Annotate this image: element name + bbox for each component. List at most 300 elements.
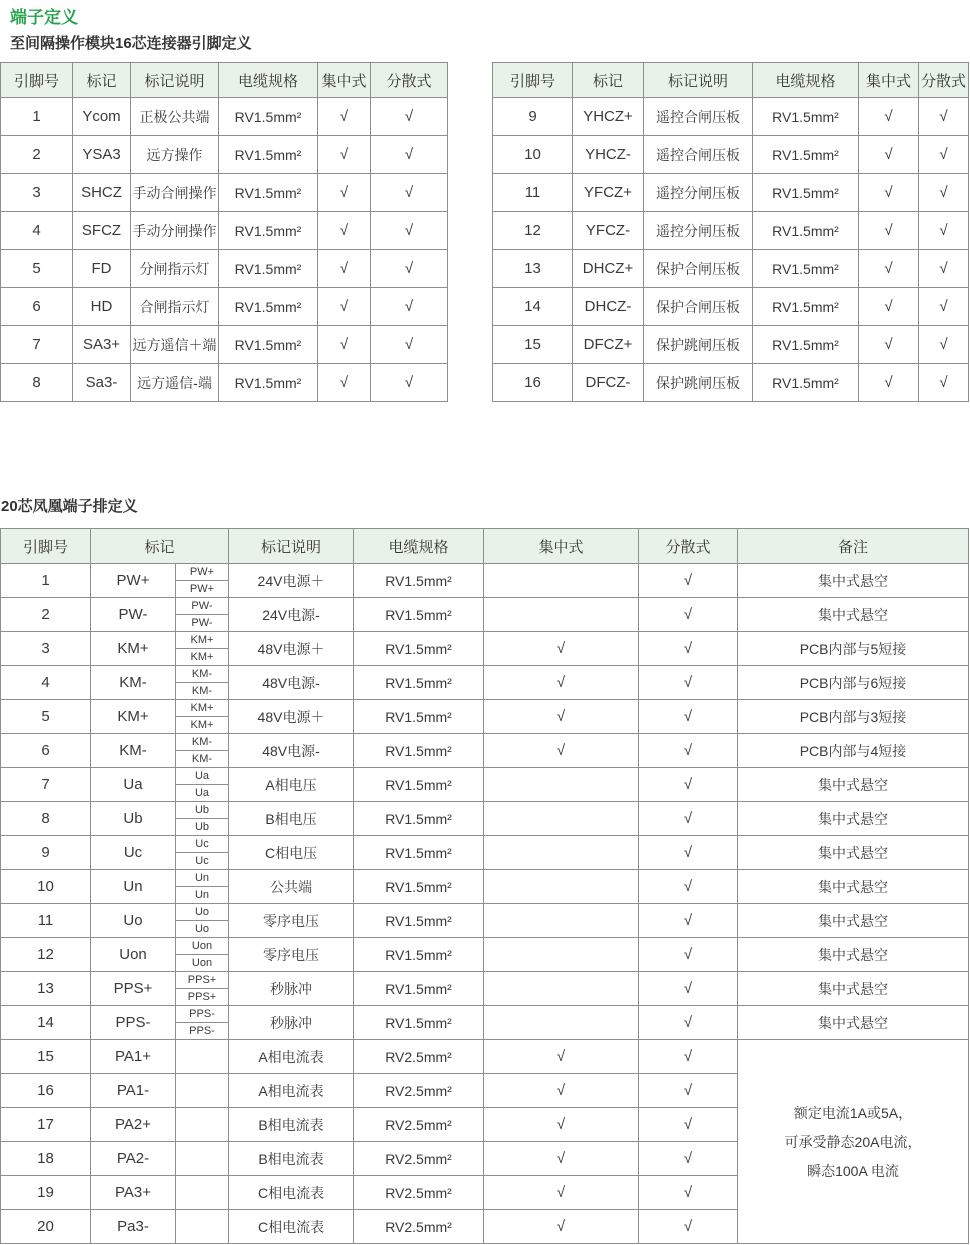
sub-mark-bottom: Un bbox=[194, 889, 210, 901]
sub-mark-cell bbox=[176, 564, 229, 598]
col-header-mark: 标记 bbox=[573, 63, 644, 98]
sub-mark-top: KM- bbox=[176, 734, 228, 751]
centralized-check: √ bbox=[484, 700, 639, 734]
table-row bbox=[493, 250, 969, 288]
pin-cell: 10 bbox=[493, 136, 573, 174]
spec-cell: RV1.5mm² bbox=[219, 326, 318, 364]
table-row bbox=[1, 564, 969, 598]
note-cell: PCB内部与6短接 bbox=[738, 666, 969, 700]
distributed-check: √ bbox=[639, 700, 738, 734]
table-row bbox=[1, 666, 969, 700]
sub-mark-top: KM+ bbox=[176, 700, 228, 717]
mark-cell: FD bbox=[73, 250, 131, 288]
pin-cell: 14 bbox=[493, 288, 573, 326]
sub-mark-cell bbox=[176, 1074, 229, 1108]
sub-mark-top: Uo bbox=[176, 904, 228, 921]
pin-cell: 13 bbox=[493, 250, 573, 288]
table-row bbox=[1, 734, 969, 768]
centralized-check: √ bbox=[859, 136, 919, 174]
table-row bbox=[1, 632, 969, 666]
distributed-check: √ bbox=[639, 836, 738, 870]
header-row bbox=[493, 63, 969, 98]
table-row bbox=[1, 836, 969, 870]
centralized-check: √ bbox=[484, 734, 639, 768]
spec-cell: RV1.5mm² bbox=[219, 136, 318, 174]
sub-mark-cell bbox=[176, 734, 229, 768]
desc-cell: 保护合闸压板 bbox=[644, 288, 753, 326]
pin-cell: 16 bbox=[493, 364, 573, 402]
pin-cell: 10 bbox=[1, 870, 91, 904]
note-cell: 集中式悬空 bbox=[738, 870, 969, 904]
centralized-check: √ bbox=[318, 288, 371, 326]
table-row bbox=[1, 768, 969, 802]
col-header-spec: 电缆规格 bbox=[753, 63, 859, 98]
pin-cell: 5 bbox=[1, 700, 91, 734]
desc-cell: 秒脉冲 bbox=[229, 972, 354, 1006]
col-header-desc: 标记说明 bbox=[229, 529, 354, 564]
pin-cell: 13 bbox=[1, 972, 91, 1006]
mark-cell: Ua bbox=[91, 768, 176, 802]
sub-mark-bottom: Ua bbox=[194, 787, 210, 799]
centralized-check bbox=[484, 564, 639, 598]
sub-mark-bottom: KM+ bbox=[190, 651, 214, 663]
centralized-check bbox=[484, 1006, 639, 1040]
pin-cell: 4 bbox=[1, 666, 91, 700]
spec-cell: RV1.5mm² bbox=[753, 326, 859, 364]
desc-cell: 保护跳闸压板 bbox=[644, 364, 753, 402]
centralized-check: √ bbox=[318, 250, 371, 288]
spec-cell: RV1.5mm² bbox=[354, 1006, 484, 1040]
spec-cell: RV1.5mm² bbox=[354, 938, 484, 972]
centralized-check bbox=[484, 836, 639, 870]
table-row bbox=[493, 174, 969, 212]
centralized-check bbox=[484, 768, 639, 802]
pin-cell: 1 bbox=[1, 564, 91, 598]
mark-cell: DFCZ+ bbox=[573, 326, 644, 364]
col-header-mark: 标记 bbox=[73, 63, 131, 98]
section1-title: 至间隔操作模块16芯连接器引脚定义 bbox=[10, 35, 252, 52]
sub-mark-top: KM- bbox=[176, 666, 228, 683]
mark-cell: SA3+ bbox=[73, 326, 131, 364]
centralized-check: √ bbox=[318, 174, 371, 212]
table-row bbox=[1, 904, 969, 938]
col-header-pin: 引脚号 bbox=[493, 63, 573, 98]
sub-mark-top: PW+ bbox=[176, 564, 228, 581]
pin-cell: 12 bbox=[1, 938, 91, 972]
pin-cell: 8 bbox=[1, 364, 73, 402]
sub-mark-cell bbox=[176, 1142, 229, 1176]
distributed-check: √ bbox=[371, 326, 448, 364]
spec-cell: RV1.5mm² bbox=[219, 98, 318, 136]
sub-mark-cell bbox=[176, 666, 229, 700]
pin-cell: 6 bbox=[1, 288, 73, 326]
pin-table-16-left bbox=[0, 62, 448, 402]
sub-mark-bottom: KM- bbox=[191, 685, 213, 697]
spec-cell: RV1.5mm² bbox=[753, 174, 859, 212]
mark-cell: YSA3 bbox=[73, 136, 131, 174]
table-row bbox=[1, 98, 448, 136]
col-header-distributed: 分散式 bbox=[919, 63, 969, 98]
sub-mark-cell bbox=[176, 700, 229, 734]
mark-cell: PA2+ bbox=[91, 1108, 176, 1142]
pin-cell: 7 bbox=[1, 326, 73, 364]
pin-cell: 11 bbox=[493, 174, 573, 212]
spec-cell: RV1.5mm² bbox=[354, 972, 484, 1006]
col-header-distributed: 分散式 bbox=[639, 529, 738, 564]
mark-cell: Ycom bbox=[73, 98, 131, 136]
desc-cell: 远方操作 bbox=[131, 136, 219, 174]
centralized-check: √ bbox=[859, 212, 919, 250]
pin-cell: 14 bbox=[1, 1006, 91, 1040]
desc-cell: 遥控合闸压板 bbox=[644, 98, 753, 136]
pin-cell: 20 bbox=[1, 1210, 91, 1244]
mark-cell: HD bbox=[73, 288, 131, 326]
desc-cell: 保护跳闸压板 bbox=[644, 326, 753, 364]
distributed-check: √ bbox=[919, 288, 969, 326]
distributed-check: √ bbox=[639, 972, 738, 1006]
pin-cell: 17 bbox=[1, 1108, 91, 1142]
centralized-check bbox=[484, 972, 639, 1006]
distributed-check: √ bbox=[371, 288, 448, 326]
mark-cell: Uo bbox=[91, 904, 176, 938]
distributed-check: √ bbox=[371, 174, 448, 212]
spec-cell: RV1.5mm² bbox=[753, 250, 859, 288]
distributed-check: √ bbox=[919, 212, 969, 250]
spec-cell: RV1.5mm² bbox=[354, 598, 484, 632]
note-line: 额定电流1A或5A， bbox=[793, 1104, 913, 1121]
desc-cell: 分闸指示灯 bbox=[131, 250, 219, 288]
centralized-check: √ bbox=[859, 250, 919, 288]
mark-cell: Uon bbox=[91, 938, 176, 972]
centralized-check bbox=[484, 938, 639, 972]
sub-mark-cell bbox=[176, 1006, 229, 1040]
sub-mark-cell bbox=[176, 904, 229, 938]
col-header-spec: 电缆规格 bbox=[219, 63, 318, 98]
note-cell: 集中式悬空 bbox=[738, 938, 969, 972]
sub-mark-top: PPS- bbox=[176, 1006, 228, 1023]
table-row bbox=[1, 288, 448, 326]
mark-cell: KM- bbox=[91, 666, 176, 700]
mark-cell: YHCZ- bbox=[573, 136, 644, 174]
distributed-check: √ bbox=[919, 364, 969, 402]
distributed-check: √ bbox=[919, 98, 969, 136]
header-row bbox=[1, 529, 969, 564]
pin-cell: 3 bbox=[1, 174, 73, 212]
pin-cell: 8 bbox=[1, 802, 91, 836]
distributed-check: √ bbox=[919, 174, 969, 212]
mark-cell: SFCZ bbox=[73, 212, 131, 250]
note-cell: 集中式悬空 bbox=[738, 598, 969, 632]
spec-cell: RV1.5mm² bbox=[219, 250, 318, 288]
header-row bbox=[1, 63, 448, 98]
sub-mark-bottom: Ub bbox=[194, 821, 210, 833]
desc-cell: 24V电源- bbox=[229, 598, 354, 632]
mark-cell: DFCZ- bbox=[573, 364, 644, 402]
sub-mark-cell bbox=[176, 1210, 229, 1244]
desc-cell: C相电流表 bbox=[229, 1176, 354, 1210]
desc-cell: B相电流表 bbox=[229, 1108, 354, 1142]
centralized-check: √ bbox=[484, 666, 639, 700]
desc-cell: 48V电源＋ bbox=[229, 700, 354, 734]
sub-mark-cell bbox=[176, 768, 229, 802]
table-row bbox=[1, 250, 448, 288]
sub-mark-bottom: PPS+ bbox=[187, 991, 217, 1003]
sub-mark-cell bbox=[176, 972, 229, 1006]
centralized-check: √ bbox=[318, 98, 371, 136]
centralized-check: √ bbox=[318, 136, 371, 174]
table-row bbox=[1, 870, 969, 904]
mark-cell: SHCZ bbox=[73, 174, 131, 212]
desc-cell: A相电压 bbox=[229, 768, 354, 802]
col-header-centralized: 集中式 bbox=[859, 63, 919, 98]
spec-cell: RV1.5mm² bbox=[219, 288, 318, 326]
distributed-check: √ bbox=[639, 734, 738, 768]
pin-cell: 4 bbox=[1, 212, 73, 250]
spec-cell: RV1.5mm² bbox=[354, 870, 484, 904]
pin-cell: 18 bbox=[1, 1142, 91, 1176]
desc-cell: 手动分闸操作 bbox=[131, 212, 219, 250]
table-row bbox=[1, 136, 448, 174]
col-header-desc: 标记说明 bbox=[644, 63, 753, 98]
sub-mark-cell bbox=[176, 938, 229, 972]
desc-cell: 24V电源＋ bbox=[229, 564, 354, 598]
pin-cell: 11 bbox=[1, 904, 91, 938]
distributed-check: √ bbox=[639, 632, 738, 666]
spec-cell: RV1.5mm² bbox=[219, 364, 318, 402]
desc-cell: A相电流表 bbox=[229, 1040, 354, 1074]
table-row bbox=[493, 212, 969, 250]
table-row bbox=[493, 136, 969, 174]
table-row bbox=[493, 364, 969, 402]
distributed-check: √ bbox=[639, 1074, 738, 1108]
table-row bbox=[493, 98, 969, 136]
mark-cell: DHCZ- bbox=[573, 288, 644, 326]
mark-cell: KM- bbox=[91, 734, 176, 768]
table-row bbox=[1, 802, 969, 836]
sub-mark-top: PW- bbox=[176, 598, 228, 615]
centralized-check: √ bbox=[484, 1108, 639, 1142]
centralized-check: √ bbox=[859, 288, 919, 326]
table-row bbox=[1, 938, 969, 972]
distributed-check: √ bbox=[639, 1006, 738, 1040]
merged-note-cell bbox=[738, 1040, 969, 1244]
distributed-check: √ bbox=[639, 1176, 738, 1210]
sub-mark-top: PPS+ bbox=[176, 972, 228, 989]
distributed-check: √ bbox=[639, 768, 738, 802]
spec-cell: RV1.5mm² bbox=[354, 836, 484, 870]
centralized-check: √ bbox=[484, 1176, 639, 1210]
desc-cell: 遥控合闸压板 bbox=[644, 136, 753, 174]
spec-cell: RV1.5mm² bbox=[354, 564, 484, 598]
spec-cell: RV1.5mm² bbox=[354, 700, 484, 734]
desc-cell: 公共端 bbox=[229, 870, 354, 904]
desc-cell: 遥控分闸压板 bbox=[644, 212, 753, 250]
mark-cell: DHCZ+ bbox=[573, 250, 644, 288]
sub-mark-top: Uc bbox=[176, 836, 228, 853]
distributed-check: √ bbox=[639, 1142, 738, 1176]
distributed-check: √ bbox=[639, 1210, 738, 1244]
note-cell: 集中式悬空 bbox=[738, 972, 969, 1006]
centralized-check: √ bbox=[484, 1142, 639, 1176]
spec-cell: RV1.5mm² bbox=[354, 768, 484, 802]
centralized-check bbox=[484, 870, 639, 904]
desc-cell: 零序电压 bbox=[229, 904, 354, 938]
centralized-check: √ bbox=[318, 326, 371, 364]
mark-cell: PA1- bbox=[91, 1074, 176, 1108]
centralized-check: √ bbox=[859, 98, 919, 136]
distributed-check: √ bbox=[919, 250, 969, 288]
distributed-check: √ bbox=[639, 564, 738, 598]
col-header-pin: 引脚号 bbox=[1, 529, 91, 564]
desc-cell: 48V电源＋ bbox=[229, 632, 354, 666]
note-cell: 集中式悬空 bbox=[738, 802, 969, 836]
sub-mark-top: Un bbox=[176, 870, 228, 887]
distributed-check: √ bbox=[371, 98, 448, 136]
desc-cell: 秒脉冲 bbox=[229, 1006, 354, 1040]
mark-cell: PA1+ bbox=[91, 1040, 176, 1074]
mark-cell: PA3+ bbox=[91, 1176, 176, 1210]
centralized-check: √ bbox=[484, 632, 639, 666]
table-row bbox=[493, 288, 969, 326]
note-cell: PCB内部与4短接 bbox=[738, 734, 969, 768]
distributed-check: √ bbox=[371, 364, 448, 402]
spec-cell: RV1.5mm² bbox=[354, 904, 484, 938]
desc-cell: 保护合闸压板 bbox=[644, 250, 753, 288]
spec-cell: RV1.5mm² bbox=[354, 734, 484, 768]
pin-cell: 5 bbox=[1, 250, 73, 288]
sub-mark-cell bbox=[176, 1040, 229, 1074]
centralized-check: √ bbox=[318, 364, 371, 402]
pin-table-16-right bbox=[492, 62, 969, 402]
table-row bbox=[1, 598, 969, 632]
table-row bbox=[493, 326, 969, 364]
centralized-check: √ bbox=[318, 212, 371, 250]
distributed-check: √ bbox=[371, 136, 448, 174]
table-row bbox=[1, 212, 448, 250]
sub-mark-cell bbox=[176, 836, 229, 870]
desc-cell: 手动合闸操作 bbox=[131, 174, 219, 212]
desc-cell: 48V电源- bbox=[229, 666, 354, 700]
table-row bbox=[1, 326, 448, 364]
desc-cell: 48V电源- bbox=[229, 734, 354, 768]
mark-cell: PW+ bbox=[91, 564, 176, 598]
mark-cell: PW- bbox=[91, 598, 176, 632]
spec-cell: RV1.5mm² bbox=[753, 136, 859, 174]
spec-cell: RV1.5mm² bbox=[753, 288, 859, 326]
mark-cell: PPS+ bbox=[91, 972, 176, 1006]
mark-cell: PA2- bbox=[91, 1142, 176, 1176]
desc-cell: C相电压 bbox=[229, 836, 354, 870]
col-header-mark: 标记 bbox=[91, 529, 229, 564]
sub-mark-bottom: PPS- bbox=[189, 1025, 215, 1037]
sub-mark-cell bbox=[176, 870, 229, 904]
sub-mark-top: Ub bbox=[176, 802, 228, 819]
table-row bbox=[1, 1006, 969, 1040]
desc-cell: B相电压 bbox=[229, 802, 354, 836]
sub-mark-cell bbox=[176, 1108, 229, 1142]
distributed-check: √ bbox=[639, 870, 738, 904]
note-cell: 集中式悬空 bbox=[738, 564, 969, 598]
sub-mark-bottom: PW- bbox=[191, 617, 213, 629]
distributed-check: √ bbox=[371, 250, 448, 288]
pin-cell: 2 bbox=[1, 598, 91, 632]
pin-cell: 6 bbox=[1, 734, 91, 768]
mark-cell: YFCZ+ bbox=[573, 174, 644, 212]
pin-cell: 7 bbox=[1, 768, 91, 802]
table-row bbox=[1, 364, 448, 402]
table-row bbox=[1, 1040, 969, 1074]
pin-cell: 16 bbox=[1, 1074, 91, 1108]
centralized-check bbox=[484, 802, 639, 836]
spec-cell: RV2.5mm² bbox=[354, 1108, 484, 1142]
mark-cell: YFCZ- bbox=[573, 212, 644, 250]
centralized-check: √ bbox=[859, 326, 919, 364]
spec-cell: RV2.5mm² bbox=[354, 1176, 484, 1210]
mark-cell: KM+ bbox=[91, 700, 176, 734]
sub-mark-bottom: Uo bbox=[194, 923, 210, 935]
note-cell: 集中式悬空 bbox=[738, 836, 969, 870]
spec-cell: RV1.5mm² bbox=[354, 666, 484, 700]
note-line: 瞬态100A 电流 bbox=[807, 1162, 899, 1179]
pin-cell: 15 bbox=[1, 1040, 91, 1074]
spec-cell: RV1.5mm² bbox=[753, 98, 859, 136]
spec-cell: RV1.5mm² bbox=[219, 174, 318, 212]
sub-mark-top: Ua bbox=[176, 768, 228, 785]
mark-cell: Sa3- bbox=[73, 364, 131, 402]
col-header-spec: 电缆规格 bbox=[354, 529, 484, 564]
sub-mark-cell bbox=[176, 598, 229, 632]
distributed-check: √ bbox=[639, 802, 738, 836]
centralized-check bbox=[484, 904, 639, 938]
pin-cell: 2 bbox=[1, 136, 73, 174]
desc-cell: 零序电压 bbox=[229, 938, 354, 972]
spec-cell: RV2.5mm² bbox=[354, 1074, 484, 1108]
pin-cell: 1 bbox=[1, 98, 73, 136]
note-cell: 集中式悬空 bbox=[738, 768, 969, 802]
sub-mark-top: Uon bbox=[176, 938, 228, 955]
note-cell: PCB内部与5短接 bbox=[738, 632, 969, 666]
spec-cell: RV1.5mm² bbox=[354, 632, 484, 666]
distributed-check: √ bbox=[639, 666, 738, 700]
distributed-check: √ bbox=[919, 326, 969, 364]
centralized-check: √ bbox=[484, 1040, 639, 1074]
table-row bbox=[1, 700, 969, 734]
distributed-check: √ bbox=[919, 136, 969, 174]
note-cell: 集中式悬空 bbox=[738, 1006, 969, 1040]
pin-cell: 15 bbox=[493, 326, 573, 364]
sub-mark-bottom: Uon bbox=[191, 957, 213, 969]
desc-cell: 远方遥信＋端 bbox=[131, 326, 219, 364]
note-cell: PCB内部与3短接 bbox=[738, 700, 969, 734]
pin-table-20 bbox=[0, 528, 969, 1244]
desc-cell: 远方遥信-端 bbox=[131, 364, 219, 402]
spec-cell: RV2.5mm² bbox=[354, 1040, 484, 1074]
distributed-check: √ bbox=[639, 904, 738, 938]
centralized-check: √ bbox=[859, 364, 919, 402]
spec-cell: RV1.5mm² bbox=[753, 212, 859, 250]
centralized-check: √ bbox=[484, 1210, 639, 1244]
desc-cell: C相电流表 bbox=[229, 1210, 354, 1244]
distributed-check: √ bbox=[639, 598, 738, 632]
sub-mark-bottom: KM+ bbox=[190, 719, 214, 731]
col-header-distributed: 分散式 bbox=[371, 63, 448, 98]
page-title: 端子定义 bbox=[10, 8, 78, 27]
col-header-desc: 标记说明 bbox=[131, 63, 219, 98]
mark-cell: Ub bbox=[91, 802, 176, 836]
sub-mark-cell bbox=[176, 1176, 229, 1210]
spec-cell: RV1.5mm² bbox=[753, 364, 859, 402]
col-header-pin: 引脚号 bbox=[1, 63, 73, 98]
